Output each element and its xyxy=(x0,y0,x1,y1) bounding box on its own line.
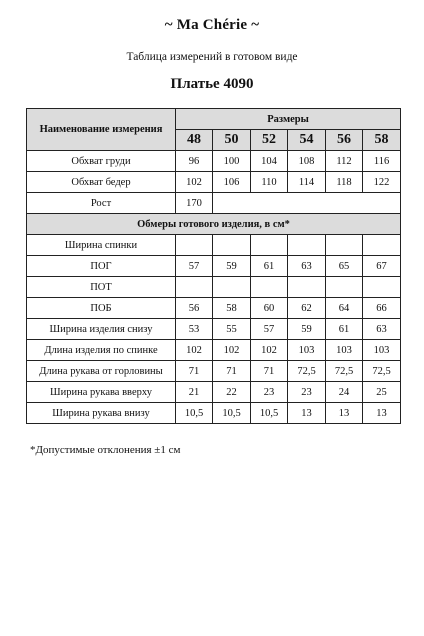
sizes-header: Размеры xyxy=(176,109,401,130)
table-cell: 114 xyxy=(288,172,326,193)
table-cell: 24 xyxy=(326,382,363,403)
row-label: ПОБ xyxy=(27,298,176,319)
table-cell: 61 xyxy=(251,256,288,277)
table-row xyxy=(27,277,401,298)
table-cell: 21 xyxy=(176,382,213,403)
table-row xyxy=(27,403,401,424)
table-row xyxy=(27,361,401,382)
table-cell: 106 xyxy=(213,172,251,193)
table-row xyxy=(27,340,401,361)
table-row xyxy=(27,382,401,403)
document-subtitle: Таблица измерений в готовом виде xyxy=(126,51,298,63)
table-cell: 108 xyxy=(288,151,326,172)
table-row xyxy=(27,235,401,256)
row-label: Ширина рукава вверху xyxy=(27,382,176,403)
table-row xyxy=(27,172,401,193)
table-cell: 102 xyxy=(176,340,213,361)
table-cell: 102 xyxy=(213,340,251,361)
row-label: Длина изделия по спинке xyxy=(27,340,176,361)
table-cell: 58 xyxy=(213,298,251,319)
table-cell: 55 xyxy=(213,319,251,340)
row-label: Рост xyxy=(27,193,176,214)
table-cell xyxy=(176,235,213,256)
table-cell: 10,5 xyxy=(213,403,251,424)
table-cell xyxy=(213,277,251,298)
table-cell xyxy=(326,277,363,298)
table-cell: 13 xyxy=(288,403,326,424)
table-cell: 67 xyxy=(363,256,401,277)
row-label: Ширина рукава внизу xyxy=(27,403,176,424)
size-table xyxy=(26,108,401,424)
table-cell: 103 xyxy=(363,340,401,361)
table-cell: 13 xyxy=(363,403,401,424)
table-cell: 103 xyxy=(288,340,326,361)
table-cell: 66 xyxy=(363,298,401,319)
section-header: Обмеры готового изделия, в см* xyxy=(27,214,401,235)
brand-title: ~ Ma Chérie ~ xyxy=(164,17,260,33)
table-row xyxy=(27,319,401,340)
row-label: ПОГ xyxy=(27,256,176,277)
table-cell: 63 xyxy=(288,256,326,277)
table-cell: 63 xyxy=(363,319,401,340)
row-label: ПОТ xyxy=(27,277,176,298)
size-58: 58 xyxy=(363,130,401,151)
size-50: 50 xyxy=(213,130,251,151)
table-cell xyxy=(288,235,326,256)
table-cell: 22 xyxy=(213,382,251,403)
table-cell: 56 xyxy=(176,298,213,319)
table-cell: 122 xyxy=(363,172,401,193)
table-cell: 110 xyxy=(251,172,288,193)
table-cell: 23 xyxy=(288,382,326,403)
table-cell: 72,5 xyxy=(363,361,401,382)
table-cell: 102 xyxy=(251,340,288,361)
table-cell: 103 xyxy=(326,340,363,361)
row-label: Обхват бедер xyxy=(27,172,176,193)
table-row xyxy=(27,193,401,214)
table-cell xyxy=(363,235,401,256)
table-cell: 64 xyxy=(326,298,363,319)
table-cell: 10,5 xyxy=(251,403,288,424)
table-cell: 61 xyxy=(326,319,363,340)
table-cell xyxy=(213,235,251,256)
table-cell: 116 xyxy=(363,151,401,172)
table-cell xyxy=(251,235,288,256)
table-cell: 72,5 xyxy=(288,361,326,382)
row-label: Ширина спинки xyxy=(27,235,176,256)
table-cell: 60 xyxy=(251,298,288,319)
size-52: 52 xyxy=(251,130,288,151)
table-cell xyxy=(326,235,363,256)
product-title: Платье 4090 xyxy=(170,76,254,92)
table-cell: 170 xyxy=(176,193,213,214)
table-cell: 23 xyxy=(251,382,288,403)
row-label: Ширина изделия снизу xyxy=(27,319,176,340)
table-cell: 104 xyxy=(251,151,288,172)
empty-cell xyxy=(213,193,401,214)
table-cell: 25 xyxy=(363,382,401,403)
size-54: 54 xyxy=(288,130,326,151)
table-cell: 10,5 xyxy=(176,403,213,424)
size-56: 56 xyxy=(326,130,363,151)
table-cell: 100 xyxy=(213,151,251,172)
table-cell: 59 xyxy=(213,256,251,277)
table-cell: 59 xyxy=(288,319,326,340)
table-cell: 65 xyxy=(326,256,363,277)
param-header: Наименование измерения xyxy=(27,109,176,151)
row-label: Длина рукава от горловины xyxy=(27,361,176,382)
table-cell: 53 xyxy=(176,319,213,340)
table-cell: 71 xyxy=(251,361,288,382)
table-cell xyxy=(363,277,401,298)
table-cell: 112 xyxy=(326,151,363,172)
table-row xyxy=(27,256,401,277)
table-cell: 72,5 xyxy=(326,361,363,382)
footnote: *Допустимые отклонения ±1 см xyxy=(30,444,181,456)
row-label: Обхват груди xyxy=(27,151,176,172)
table-cell: 13 xyxy=(326,403,363,424)
size-48: 48 xyxy=(176,130,213,151)
table-cell: 57 xyxy=(251,319,288,340)
table-cell: 62 xyxy=(288,298,326,319)
table-cell: 118 xyxy=(326,172,363,193)
table-cell: 96 xyxy=(176,151,213,172)
table-cell: 71 xyxy=(213,361,251,382)
table-cell xyxy=(176,277,213,298)
table-cell: 102 xyxy=(176,172,213,193)
table-row xyxy=(27,151,401,172)
table-cell xyxy=(288,277,326,298)
table-cell xyxy=(251,277,288,298)
table-cell: 71 xyxy=(176,361,213,382)
table-cell: 57 xyxy=(176,256,213,277)
table-row xyxy=(27,298,401,319)
